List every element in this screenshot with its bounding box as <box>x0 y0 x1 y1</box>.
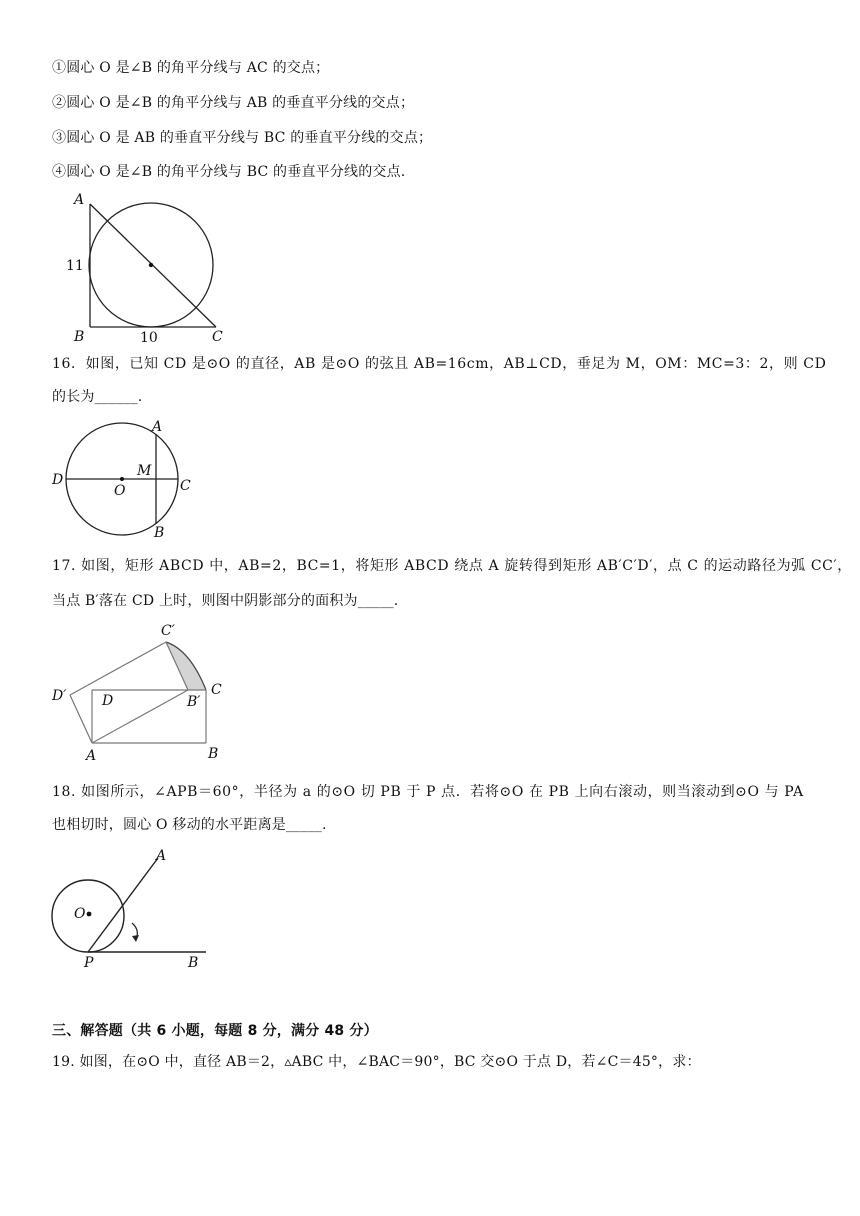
label-d1: D′ <box>52 688 67 704</box>
q16-line-1: 16．如图，已知 CD 是⊙O 的直径，AB 是⊙O 的弦且 AB=16cm，AB⊥CD，垂足为 M，OM：MC=3：2，则 CD <box>52 356 827 372</box>
label-b: B <box>74 329 85 345</box>
label-b1: B′ <box>187 694 201 710</box>
side-c1d1 <box>70 642 166 695</box>
label-a: A <box>156 848 167 864</box>
label-b: B <box>154 525 165 541</box>
label-d: D <box>52 472 64 488</box>
q15-option-4: ④圆心 O 是∠B 的角平分线与 BC 的垂直平分线的交点. <box>52 164 406 180</box>
q18-line-2: 也相切时，圆心 O 移动的水平距离是_____. <box>52 817 327 833</box>
label-c: C <box>211 682 222 698</box>
figure-17 <box>50 620 240 765</box>
label-b: B <box>208 746 219 762</box>
label-c: C <box>180 478 191 494</box>
label-o: O <box>74 906 86 922</box>
q16-line-2: 的长为______. <box>52 389 143 405</box>
q15-option-2: ②圆心 O 是∠B 的角平分线与 AB 的垂直平分线的交点； <box>52 95 415 111</box>
label-a: A <box>74 192 85 208</box>
figure-18 <box>50 846 220 974</box>
label-p: P <box>84 955 94 971</box>
arrowhead-icon <box>132 935 139 942</box>
label-side-ab: 11 <box>66 258 84 274</box>
side-d1a <box>70 695 92 743</box>
ray-pa <box>88 858 158 952</box>
label-m: M <box>137 463 152 479</box>
center-o-dot <box>149 263 153 267</box>
q17-line-2: 当点 B′落在 CD 上时，则图中阴影部分的面积为_____. <box>52 593 399 609</box>
shaded-region <box>166 642 206 690</box>
q15-option-1: ①圆心 O 是∠B 的角平分线与 AC 的交点； <box>52 60 330 76</box>
q19-line-1: 19. 如图，在⊙O 中，直径 AB＝2，▵ABC 中，∠BAC＝90°，BC 交⊙O 于点 D，若∠C＝45°，求： <box>52 1054 701 1070</box>
section-heading: 三、解答题（共 6 小题，每题 8 分，满分 48 分） <box>52 1023 378 1039</box>
label-c1: C′ <box>161 623 175 639</box>
q15-option-3: ③圆心 O 是 AB 的垂直平分线与 BC 的垂直平分线的交点； <box>52 130 433 146</box>
q18-line-1: 18. 如图所示，∠APB＝60°，半径为 a 的⊙O 切 PB 于 P 点．若将⊙O 在 PB 上向右滚动，则当滚动到⊙O 与 PA <box>52 784 804 800</box>
center-o-dot <box>120 477 124 481</box>
center-o-dot <box>87 912 92 917</box>
q17-line-1: 17. 如图，矩形 ABCD 中，AB=2，BC=1，将矩形 ABCD 绕点 A 旋转得到矩形 AB′C′D′，点 C 的运动路径为弧 CC′， <box>52 558 852 574</box>
label-side-bc: 10 <box>140 330 158 346</box>
label-a: A <box>152 419 163 435</box>
label-d: D <box>102 693 114 709</box>
figure-16 <box>50 414 210 542</box>
label-b: B <box>188 955 199 971</box>
label-a: A <box>86 748 97 764</box>
label-c: C <box>212 329 223 345</box>
label-o: O <box>114 483 126 499</box>
figure-15 <box>60 192 240 344</box>
